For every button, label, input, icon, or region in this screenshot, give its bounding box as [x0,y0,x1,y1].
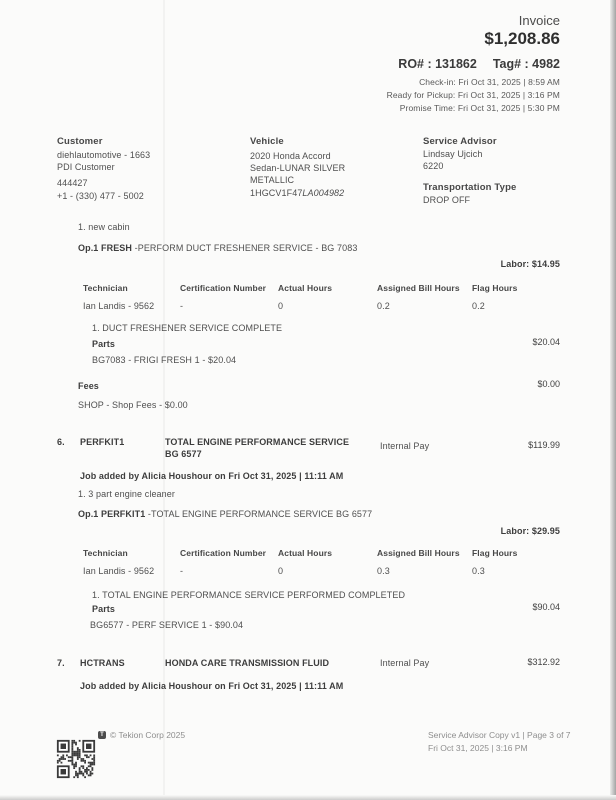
customer-name: diehlautomotive - 1663 [57,150,151,160]
fees-line: SHOP - Shop Fees - $0.00 [78,400,188,410]
job-added-by: Job added by Alicia Houshour on Fri Oct 31, 2025 | 11:11 AM [80,681,344,691]
parts-total: $90.04 [532,602,560,612]
parts-line: BG7083 - FRIGI FRESH 1 - $20.04 [92,355,237,365]
flag-hours: 0.3 [472,566,485,576]
invoice-total: $1,208.86 [484,29,560,48]
scan-edge-right [610,0,616,800]
copy-info: Service Advisor Copy v1 | Page 3 of 7 [428,730,571,740]
service-advisor-name: Lindsay Ujcich [423,149,483,159]
job-total: $312.92 [527,657,560,667]
tekion-logo-icon: T [98,731,106,739]
job-code: HCTRANS [80,658,125,668]
col-actual-hours: Actual Hours [278,283,333,293]
col-assigned-bill-hours: Assigned Bill Hours [377,548,460,558]
transportation-type-value: DROP OFF [423,195,471,205]
op-description: -TOTAL ENGINE PERFORMANCE SERVICE BG 6577 [145,509,373,519]
parts-line: BG6577 - PERF SERVICE 1 - $90.04 [90,620,244,630]
col-technician: Technician [83,283,128,293]
col-technician: Technician [83,548,128,558]
concern-line: 1. new cabin [78,222,130,232]
col-flag-hours: Flag Hours [472,283,518,293]
copyright-text: © Tekion Corp 2025 [110,730,186,740]
vehicle-title: Vehicle [250,136,284,147]
transportation-type-title: Transportation Type [423,182,517,193]
col-actual-hours: Actual Hours [278,548,333,558]
assigned-bill-hours: 0.3 [377,566,390,576]
technician-name: Ian Landis - 9562 [83,301,155,311]
ready-for-pickup-time: Ready for Pickup: Fri Oct 31, 2025 | 3:16 PM [386,90,560,100]
promise-time: Promise Time: Fri Oct 31, 2025 | 5:30 PM [399,103,560,113]
ro-tag-line [398,57,560,71]
labor-amount: Labor: $14.95 [500,259,560,269]
job-code: PERFKIT1 [80,437,125,447]
col-certification-number: Certification Number [180,548,267,558]
printed-timestamp: Fri Oct 31, 2025 | 3:16 PM [428,743,528,753]
customer-title: Customer [57,136,103,147]
customer-number: 444427 [57,178,88,188]
col-assigned-bill-hours: Assigned Bill Hours [377,283,460,293]
vehicle-model: 2020 Honda Accord Sedan-LUNAR SILVER METALLIC [250,151,346,185]
actual-hours: 0 [278,301,284,311]
customer-phone: +1 - (330) 477 - 5002 [57,191,144,201]
op-code: Op.1 PERFKIT1 [78,509,146,519]
col-certification-number: Certification Number [180,283,267,293]
fees-label: Fees [78,381,99,391]
scan-edge-bottom [0,795,616,800]
vehicle-vin [250,188,344,199]
job-pay-type: Internal Pay [380,658,430,668]
actual-hours: 0 [278,566,284,576]
op-line [78,243,357,254]
parts-label: Parts [92,339,116,349]
tag-number: Tag# : 4982 [492,57,560,71]
certification-number: - [180,301,184,311]
checkin-time: Check-in: Fri Oct 31, 2025 | 8:59 AM [419,77,560,87]
ro-number: RO# : 131862 [398,57,477,71]
op-description: -PERFORM DUCT FRESHENER SERVICE - BG 7083 [132,243,358,253]
job-added-by: Job added by Alicia Houshour on Fri Oct 31, 2025 | 11:11 AM [80,471,344,481]
labor-amount: Labor: $29.95 [500,526,560,536]
customer-type: PDI Customer [57,162,115,172]
job-description: TOTAL ENGINE PERFORMANCE SERVICE BG 6577 [165,437,350,459]
flag-hours: 0.2 [472,301,485,311]
parts-label: Parts [92,604,116,614]
job-total: $119.99 [528,440,560,450]
fees-total: $0.00 [537,379,560,389]
service-advisor-title: Service Advisor [423,136,497,147]
job-number: 7. [57,658,65,668]
certification-number: - [180,566,184,576]
op-code: Op.1 FRESH [78,243,133,253]
tech-story-line: 1. TOTAL ENGINE PERFORMANCE SERVICE PERFORMED COMPLETED [92,590,406,600]
assigned-bill-hours: 0.2 [377,301,390,311]
service-advisor-number: 6220 [423,161,444,171]
concern-line: 1. 3 part engine cleaner [78,489,175,499]
job-pay-type: Internal Pay [380,441,430,451]
parts-total: $20.04 [532,337,560,347]
op-line [78,509,372,520]
job-description: HONDA CARE TRANSMISSION FLUID [165,658,330,668]
job-number: 6. [57,437,65,447]
vin-plain: 1HGCV1F47 [250,188,303,198]
invoice-label: Invoice [518,13,560,28]
technician-name: Ian Landis - 9562 [83,566,155,576]
vin-italic: LA004982 [302,188,345,198]
qr-code [56,739,96,779]
tech-story-line: 1. DUCT FRESHENER SERVICE COMPLETE [92,323,283,333]
col-flag-hours: Flag Hours [472,548,518,558]
